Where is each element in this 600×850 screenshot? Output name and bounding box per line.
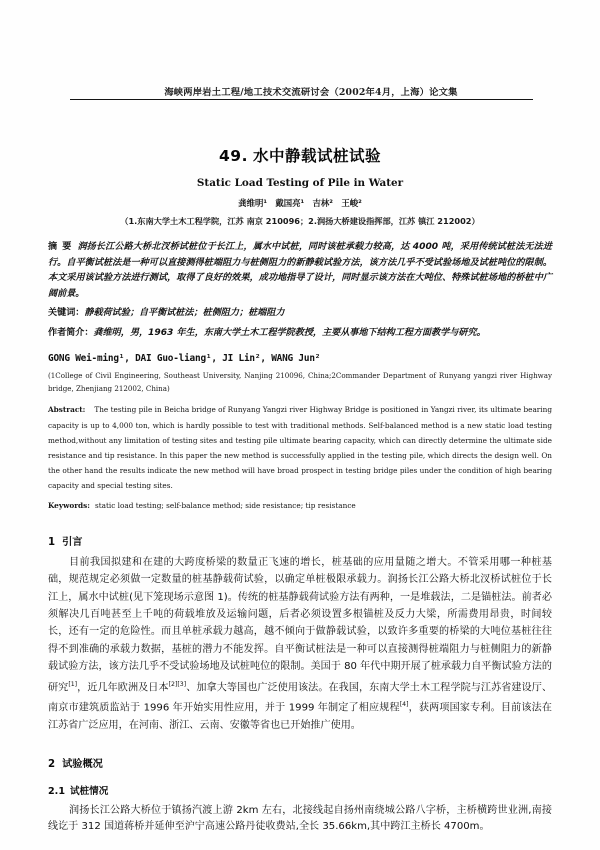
section-heading-1 [48, 533, 552, 548]
reference-2: [2][3] [168, 680, 187, 688]
section-1-paragraph [48, 554, 552, 735]
section-2-title: 试验概况 [62, 758, 103, 770]
authors-cn: 龚维明¹ 戴国亮¹ 吉林² 王峻² [238, 198, 362, 208]
author-bio-cn [48, 326, 552, 342]
section-heading-2-1 [48, 783, 552, 797]
reference-1: [1] [68, 680, 78, 688]
title-text-en: Static Load Testing of Pile in Water [196, 177, 404, 189]
section-1-number: 1 [48, 536, 56, 548]
keywords-cn-text: 静载荷试验；自平衡试桩法；桩侧阻力；桩端阻力 [84, 308, 285, 319]
abstract-cn-label: 摘要 [48, 242, 77, 252]
abstract-en-text: The testing pile in Beicha bridge of Runyang Yangzi river Highway Bridge is positioned in Yangzi river, its ultimate bearing capacity is up to 4,000 ton, which is hardly possible to test with traditional methods. Self-balanced method is a new static load testing method,without any limitation of testing sites and testing pile ultimate bearing capacity, which can directly determine the ultimate side resistance and tip resistance. In this paper the new method is successfully applied in the testing pile, which directs the design well. On the other hand the results indicate the new method will have broad prospect in testing bridge piles under the condition of high bearing capacity and special testing sites. [48, 405, 552, 491]
title-text-cn: 水中静载试桩试验 [252, 147, 381, 165]
section-2-1-number: 2.1 [48, 785, 65, 797]
para-1-part4: ，获两项国家专利。目前该法在江苏省广泛应用，在河南、浙江、云南、安徽等省也已开始推广使用。 [48, 702, 552, 732]
abstract-en-label: Abstract: [48, 405, 86, 415]
running-head: 海峡两岸岩土工程/地工技术交流研讨会（2002年4月，上海）论文集 [164, 87, 458, 98]
abstract-cn [48, 240, 552, 302]
keywords-cn-label: 关键词： [48, 308, 85, 319]
section-1-title: 引言 [62, 536, 83, 548]
section-2-number: 2 [48, 758, 56, 770]
author-bio-label: 作者简介： [48, 327, 94, 338]
para-1-part2: ，近几年欧洲及日本 [77, 682, 169, 693]
author-bio-text: 龚维明，男，1963 年生，东南大学土木工程学院教授，主要从事地下结构工程方面教学与研究。 [93, 327, 486, 338]
reference-4: [4] [399, 701, 409, 709]
page-content [48, 0, 552, 835]
keywords-en [48, 498, 552, 513]
keywords-en-text: static load testing; self-balance method; side resistance; tip resistance [94, 500, 356, 510]
authors-en: GONG Wei-ming¹, DAI Guo-liang¹, JI Lin², WANG Jun² [48, 352, 321, 364]
affiliation-en: (1College of Civil Engineering, Southeast University, Nanjing 210096, China;2Commander Department of Runyang yangzi river Highway bridge, Zhenjiang 212002, China) [48, 370, 552, 393]
section-2-1-title: 试桩情况 [70, 785, 109, 797]
para-1-part1: 目前我国拟建和在建的大跨度桥梁的数量正飞速的增长，桩基础的应用量随之增大。不管采用哪一种桩基础，规范规定必须做一定数量的桩基静载荷试验，以确定单桩极限承载力。润扬长江公路大桥北汊桥试桩位于长江上，属水中试桩(见下笼现场示意图 1)。传统的桩基静载荷试验方法有两种，一是堆载法，二是锚桩法。前者必须解决几百吨甚至上千吨的荷载堆放及运输问题，后者必须设置多根锚桩及反力大梁，所需费用昂贵，时间较长，还有一定的危险性。而且单桩承载力越高，越不倾向于做静载试验，以致许多重要的桥梁的大吨位基桩往往得不到准确的承载力数据，基桩的潜力不能发挥。自平衡试桩法是一种可以直接测得桩端阻力与桩侧阻力的新静载试验方法，该方法几乎不受试验场地及试桩吨位的限制。美国于 80 年代中期开展了桩承载力自平衡试验方法的研究 [48, 556, 552, 693]
affiliation-cn: （1.东南大学土木工程学院，江苏 南京 210096；2.润扬大桥建设指挥部，江苏 镇江 212002） [120, 216, 480, 226]
abstract-en [48, 402, 552, 493]
abstract-cn-text: 润扬长江公路大桥北汊桥试桩位于长江上，属水中试桩，同时该桩承载力较高，达 4000 吨，采用传统试桩法无法进行。自平衡试桩法是一种可以直接测得桩端阻力与桩侧阻力的新静载试验方法，该方法几乎不受试验场地及试桩吨位的限制。本文采用该试验方法进行测试，取得了良好的效果，成功地指导了设计，同时显示该方法在大吨位、特殊试桩场地的桥桩中广阔前景。 [48, 242, 552, 299]
keywords-en-label: Keywords: [48, 500, 90, 510]
title-number: 49. [219, 147, 248, 165]
section-2-1-paragraph: 润扬长江公路大桥位于镇扬汽渡上游 2km 左右，北接线起自扬州南绕城公路八字桥，主桥横跨世业洲,南接线讫于 312 国道蒋桥并延伸至沪宁高速公路丹徒收费站,全长 35.66km,其中跨江主桥长 4700m。 [48, 804, 552, 832]
para-1-part3: 、加拿大等国也广泛使用该法。在我国，东南大学土木工程学院与江苏省建设厅、南京市建筑质监站于 1996 年开始实用性应用，并于 1999 年制定了相应规程 [48, 682, 553, 714]
section-heading-2 [48, 755, 552, 770]
page-title [48, 144, 552, 166]
keywords-cn [48, 306, 552, 322]
